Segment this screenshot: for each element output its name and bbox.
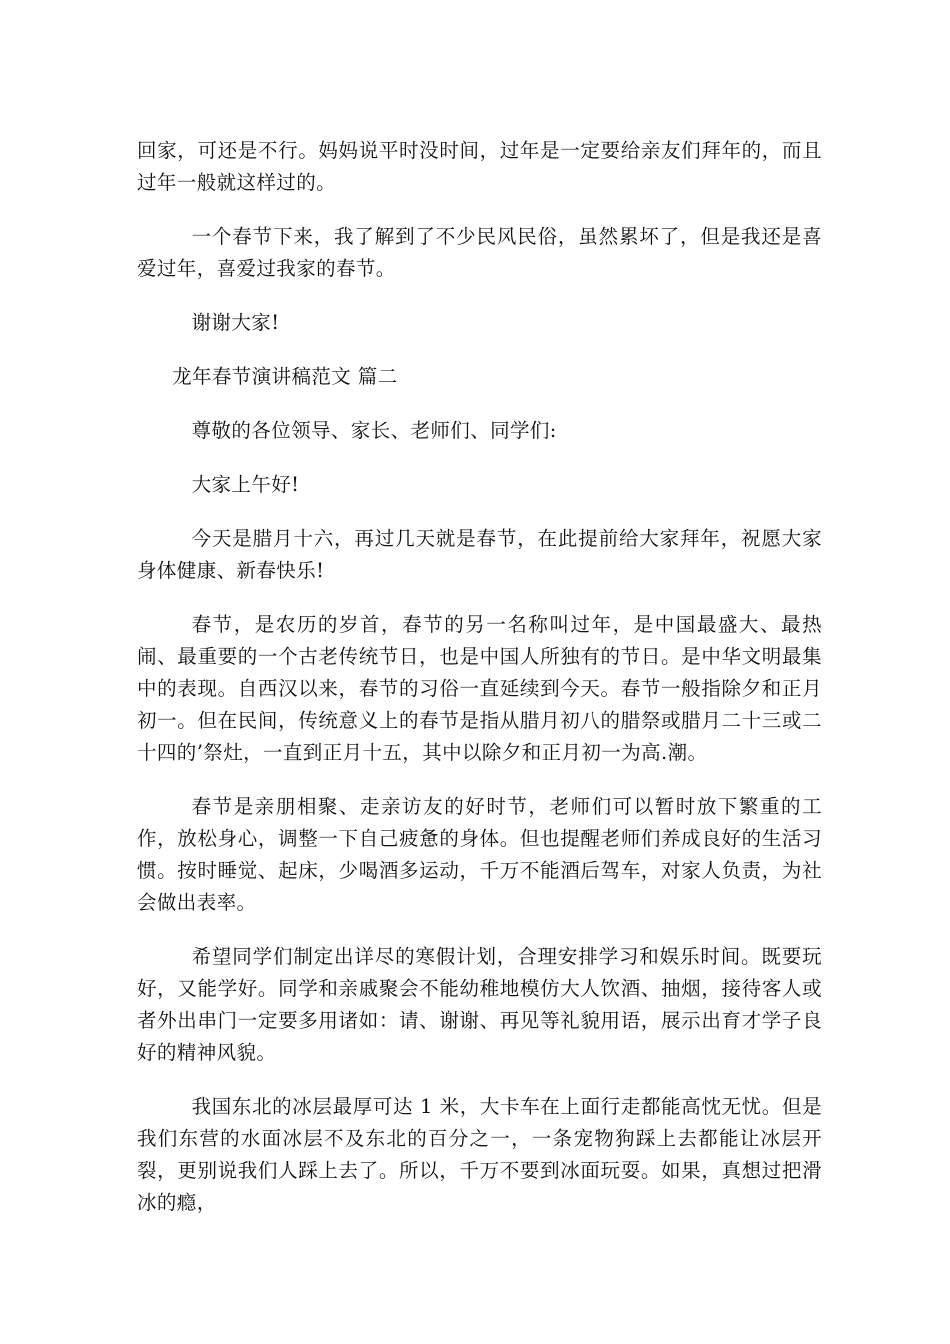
paragraph-greeting: 大家上午好!: [191, 473, 300, 496]
paragraph-spring-festival-intro: 春节，是农历的岁首，春节的另一名称叫过年，是中国最盛大、最热闹、最重要的一个古老传统节日，也是中国人所独有的节日。是中华文明最集中的表现。自西汉以来，春节的习俗一直延续到今天。春节一般指除夕和正月初一。但在民间，传统意义上的春节是指从腊月初八的腊祭或腊月二十三或二十四的’祭灶，一直到正月十五，其中以除夕和正月初一为高.潮。: [137, 613, 822, 764]
document-body: [137, 135, 822, 1241]
section-heading: 龙年春节演讲稿范文 篇二: [172, 365, 398, 388]
paragraph-teachers: 春节是亲朋相聚、走亲访友的好时节，老师们可以暂时放下繁重的工作，放松身心，调整一下自己疲惫的身体。但也提醒老师们养成良好的生活习惯。按时睡觉、起床，少喝酒多运动，千万不能酒后驾车，对家人负责，为社会做出表率。: [137, 795, 822, 914]
paragraph-salutation: 尊敬的各位领导、家长、老师们、同学们:: [191, 419, 557, 442]
paragraph-thanks: 谢谢大家!: [191, 311, 280, 334]
paragraph-new-year-wishes: 今天是腊月十六，再过几天就是春节，在此提前给大家拜年，祝愿大家身体健康、新春快乐!: [137, 527, 822, 582]
paragraph-ice-safety: 我国东北的冰层最厚可达 1 米，大卡车在上面行走都能高忱无忧。但是我们东营的水面冰层不及东北的百分之一，一条宠物狗踩上去都能让冰层开裂，更别说我们人踩上去了。所以，千万不要到冰面玩耍。如果，真想过把滑冰的瘾，: [137, 1095, 822, 1214]
paragraph-students: 希望同学们制定出详尽的寒假计划，合理安排学习和娱乐时间。既要玩好，又能学好。同学和亲戚聚会不能幼稚地模仿大人饮酒、抽烟，接待客人或者外出串门一定要多用诸如：请、谢谢、再见等礼貌用语，展示出育才学子良好的精神风貌。: [137, 945, 822, 1064]
paragraph-continued: 回家，可还是不行。妈妈说平时没时间，过年是一定要给亲友们拜年的，而且过年一般就这样过的。: [137, 139, 822, 194]
paragraph-summary: 一个春节下来，我了解到了不少民风民俗，虽然累坏了，但是我还是喜爱过年，喜爱过我家的春节。: [137, 225, 822, 280]
